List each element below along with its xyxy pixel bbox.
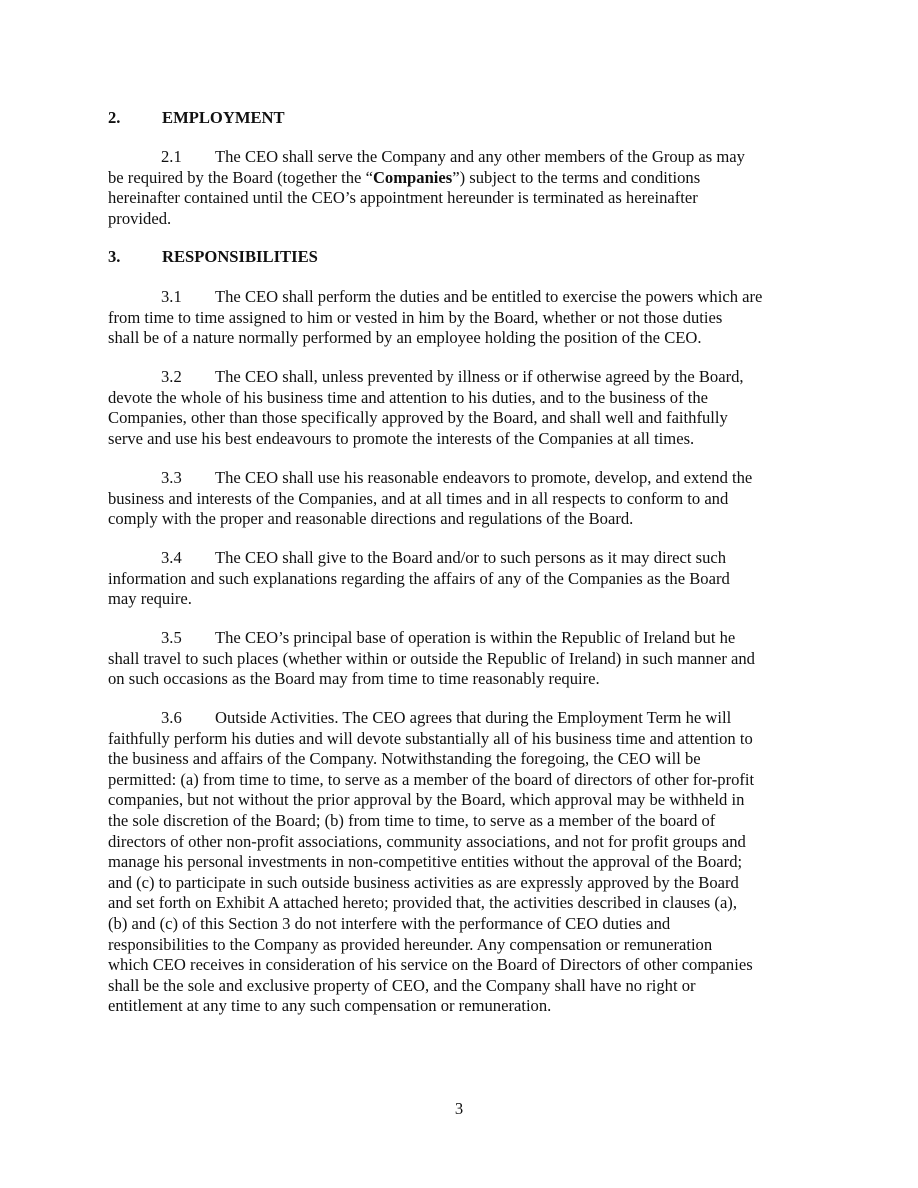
clause-number: 3.2 xyxy=(161,367,182,386)
clause-text-line: The CEO’s principal base of operation is within the Republic of Ireland but he xyxy=(215,628,736,647)
clause-text-line: may require. xyxy=(108,589,192,609)
clause-text-line: on such occasions as the Board may from time to time reasonably require. xyxy=(108,669,600,689)
clause-text-line: shall travel to such places (whether within or outside the Republic of Ireland) in such manner and xyxy=(108,648,755,668)
clause-text-line: the sole discretion of the Board; (b) from time to time, to serve as a member of the board of xyxy=(108,810,716,830)
clause-number: 3.5 xyxy=(161,628,182,647)
clause-text-line: The CEO shall give to the Board and/or to such persons as it may direct such xyxy=(215,548,727,567)
clause-3-4 xyxy=(108,548,814,610)
defined-term-companies: Companies xyxy=(372,167,453,187)
clause-text-line: shall be of a nature normally performed by an employee holding the position of the CEO. xyxy=(108,328,702,348)
clause-3-6 xyxy=(108,708,814,1017)
clause-text-line: from time to time assigned to him or vested in him by the Board, whether or not those duties xyxy=(108,307,723,327)
section-number: 2. xyxy=(108,108,121,127)
clause-text-line: manage his personal investments in non-competitive entities without the approval of the Board; xyxy=(108,852,743,872)
clause-2-1 xyxy=(108,147,814,229)
clause-3-3 xyxy=(108,468,814,530)
clause-text-line: and (c) to participate in such outside business activities as are expressly approved by the Board xyxy=(108,872,739,892)
clause-text-line: companies, but not without the prior approval by the Board, which approval may be withheld in xyxy=(108,790,745,810)
clause-3-2 xyxy=(108,367,814,449)
clause-3-1 xyxy=(108,287,814,349)
clause-text-line: business and interests of the Companies, and at all times and in all respects to conform to and xyxy=(108,488,729,508)
clause-text-line: entitlement at any time to any such compensation or remuneration. xyxy=(108,996,552,1016)
clause-text-line: be required by the Board (together the “ xyxy=(108,167,373,187)
clause-text-line: faithfully perform his duties and will devote substantially all of his business time and attention to xyxy=(108,728,753,748)
clause-text-line: and set forth on Exhibit A attached hereto; provided that, the activities described in clauses (a), xyxy=(108,893,737,913)
clause-text-line: permitted: (a) from time to time, to serve as a member of the board of directors of other for-profit xyxy=(108,769,755,789)
clause-text-line: responsibilities to the Company as provided hereunder. Any compensation or remuneration xyxy=(108,934,713,954)
page-number: 3 xyxy=(454,1099,464,1118)
clause-text-line: (b) and (c) of this Section 3 do not interfere with the performance of CEO duties and xyxy=(108,913,671,933)
clause-text-line: ”) subject to the terms and conditions xyxy=(452,167,701,187)
clause-text-line: information and such explanations regarding the affairs of any of the Companies as the Board xyxy=(108,568,730,588)
clause-text-line: The CEO shall serve the Company and any other members of the Group as may xyxy=(215,147,745,166)
clause-number: 3.4 xyxy=(161,548,182,567)
clause-text-line: directors of other non-profit associations, community associations, and not for profit groups and xyxy=(108,831,746,851)
clause-3-5 xyxy=(108,628,814,690)
section-heading-employment xyxy=(108,108,814,129)
clause-text-line: the business and affairs of the Company. Notwithstanding the foregoing, the CEO will be xyxy=(108,749,701,769)
clause-number: 3.3 xyxy=(161,468,182,487)
clause-text-line: Companies, other than those specifically approved by the Board, and shall well and faithfully xyxy=(108,408,728,428)
section-title: RESPONSIBILITIES xyxy=(162,247,318,266)
clause-text-line: The CEO shall use his reasonable endeavors to promote, develop, and extend the xyxy=(215,468,753,487)
clause-text-line: serve and use his best endeavours to promote the interests of the Companies at all times. xyxy=(108,428,695,448)
clause-number: 3.1 xyxy=(161,287,182,306)
clause-text-line: Outside Activities. The CEO agrees that during the Employment Term he will xyxy=(215,708,732,727)
clause-text-line: comply with the proper and reasonable directions and regulations of the Board. xyxy=(108,509,634,529)
section-heading-responsibilities xyxy=(108,247,814,268)
clause-text-line: hereinafter contained until the CEO’s appointment hereunder is terminated as hereinafter xyxy=(108,188,698,208)
clause-text-line: The CEO shall perform the duties and be entitled to exercise the powers which are xyxy=(215,287,763,306)
clause-text-line: devote the whole of his business time and attention to his duties, and to the business of the xyxy=(108,387,709,407)
clause-text-line: which CEO receives in consideration of his service on the Board of Directors of other companies xyxy=(108,955,753,975)
clause-number: 3.6 xyxy=(161,708,182,727)
section-title: EMPLOYMENT xyxy=(162,108,285,127)
clause-text-line: The CEO shall, unless prevented by illness or if otherwise agreed by the Board, xyxy=(215,367,744,386)
clause-number: 2.1 xyxy=(161,147,182,166)
clause-text-line: shall be the sole and exclusive property of CEO, and the Company shall have no right or xyxy=(108,975,696,995)
section-number: 3. xyxy=(108,247,121,266)
clause-text-line: provided. xyxy=(108,208,172,228)
